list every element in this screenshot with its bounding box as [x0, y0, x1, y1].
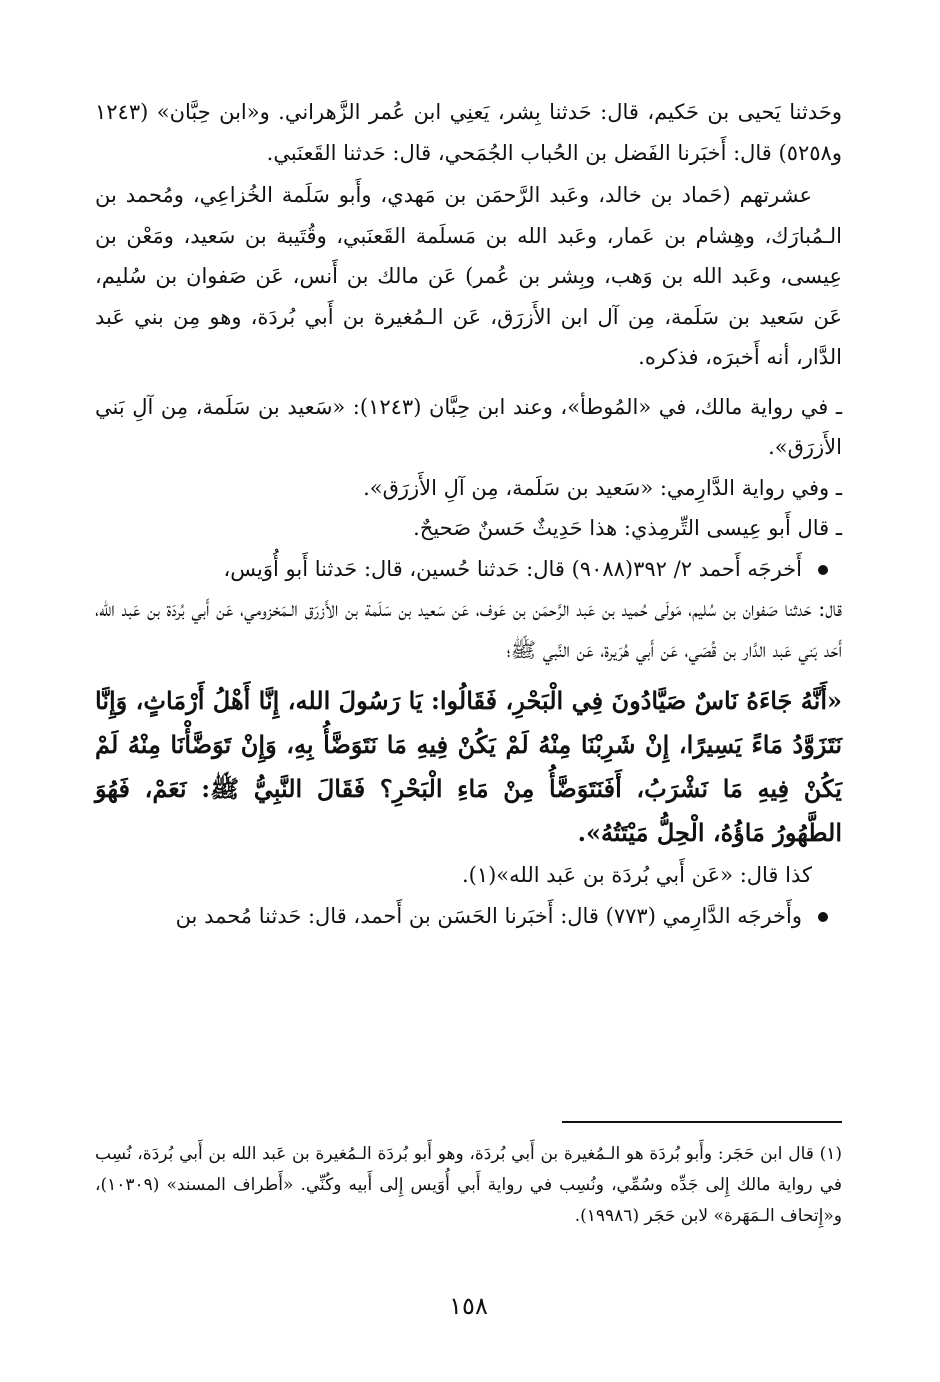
remark-abu-burda: كذا قال: «عَن أَبي بُردَة بن عَبد الله»(١). [461, 863, 812, 887]
takhrij-darimi-text: وأَخرجَه الدَّارِمي (٧٧٣) قال: أَخبَرنا الحَسَن بن أَحمد، قال: حَدثنا مُحمد بن [175, 903, 802, 928]
note-darimi-narration: ـ وفي رواية الدَّارِمي: «سَعيد بن سَلَمة، مِن آلِ الأَزرَق». [363, 475, 842, 500]
takhrij-ahmad [95, 549, 842, 590]
note-tirmidhi-grading: ـ قال أَبو عِيسى التِّرمِذي: هذا حَدِيثٌ حَسنٌ صَحيحٌ. [413, 516, 842, 540]
book-page [95, 92, 842, 1382]
paragraph-ahmad-chain: قال: حَدثنا صَفوان بن سُليم، مَولَى حُميد بن عَبد الرَّحمَن بن عَوف، عَن سَعيد بن سَلَمة بن الأَزرَق الـمَخزومي، عَن أَبي بُردَة بن عَبد الله، أَحَد بَني عَبد الدَّار بن قُصَي، عَن أَبي هُرَيرة، عَن النَّبي ﷺ؛ [95, 597, 842, 662]
paragraph-ten-narrators: عشرتهم (حَماد بن خالد، وعَبد الرَّحمَن بن مَهدي، وأَبو سَلَمة الخُزاعِي، ومُحمد بن الـمُبارَك، وهِشام بن عَمار، وعَبد الله بن مَسلَمة القَعنَبي، وقُتَيبة بن سَعيد، ومَعْن بن عِيسى، وعَبد الله بن وَهب، وبِشر بن عُمر) عَن مالك بن أَنس، عَن صَفوان بن سُليم، عَن سَعيد بن سَلَمة، مِن آل ابن الأَزرَق، عَن الـمُغيرة بن أَبي بُردَة، وهو مِن بني عَبد الدَّار، أنه أَخبرَه، فذكره. [95, 183, 842, 369]
takhrij-darimi [95, 896, 842, 937]
bullet-icon [818, 565, 828, 575]
note-malik-narration: ـ في رواية مالك، في «المُوطأ»، وعند ابن حِبَّان (١٢٤٣): «سَعيد بن سَلَمة، مِن آلِ بَني الأَزرَق». [95, 394, 842, 459]
footnote-1: (١) قال ابن حَجَر: وأَبو بُردَة هو الـمُغيرة بن أَبي بُردَة، وهو أَبو بُردَة الـمُغيرة بن عَبد الله بن أَبي بُردَة، نُسِب في رواية مالك إِلى جَدِّه وسُمِّي، ونُسِب في رواية أَبي أُوَيس إِلى أَبيه وكُنِّي. «أَطراف المسند» (١٠٣٠٩)، و«إِتحاف الـمَهَرة» لابن حَجَر (١٩٩٨٦). [95, 1144, 842, 1226]
hadith-text: «أَنَّهُ جَاءَهُ نَاسٌ صَيَّادُونَ فِي الْبَحْرِ، فَقَالُوا: يَا رَسُولَ الله، إِنَّا أَهْلُ أَرْمَاثٍ، وَإِنَّا نَتَزَوَّدُ مَاءً يَسِيرًا، إِنْ شَرِبْنَا مِنْهُ لَمْ يَكُنْ فِيهِ مَا نَتَوَضَّأُ بِهِ، وَإِنْ تَوَضَّأْنَا مِنْهُ لَمْ يَكُنْ فِيهِ مَا نَشْرَبُ، أَفَنَتَوَضَّأُ مِنْ مَاءِ الْبَحْرِ؟ فَقَالَ النَّبِيُّ ﷺ: نَعَمْ، فَهُوَ الطَّهُورُ مَاؤُهُ، الْحِلُّ مَيْتَتُهُ». [95, 686, 842, 847]
takhrij-ahmad-text: أَخرجَه أَحمد ٢/ ٣٩٢(٩٠٨٨) قال: حَدثنا حُسين، قال: حَدثنا أَبو أُوَيس، [223, 556, 802, 581]
paragraph-isnad-intro: وحَدثنا يَحيى بن حَكيم، قال: حَدثنا بِشر، يَعنِي ابن عُمر الزَّهراني. و«ابن حِبَّان» (١٢٤٣ و٥٢٥٨) قال: أَخبَرنا الفَضل بن الحُباب الجُمَحي، قال: حَدثنا القَعنَبي. [95, 100, 842, 165]
footnotes [95, 1139, 842, 1232]
bullet-icon [818, 912, 828, 922]
footnote-separator [562, 1121, 842, 1123]
page-number: ١٥٨ [449, 1292, 488, 1320]
